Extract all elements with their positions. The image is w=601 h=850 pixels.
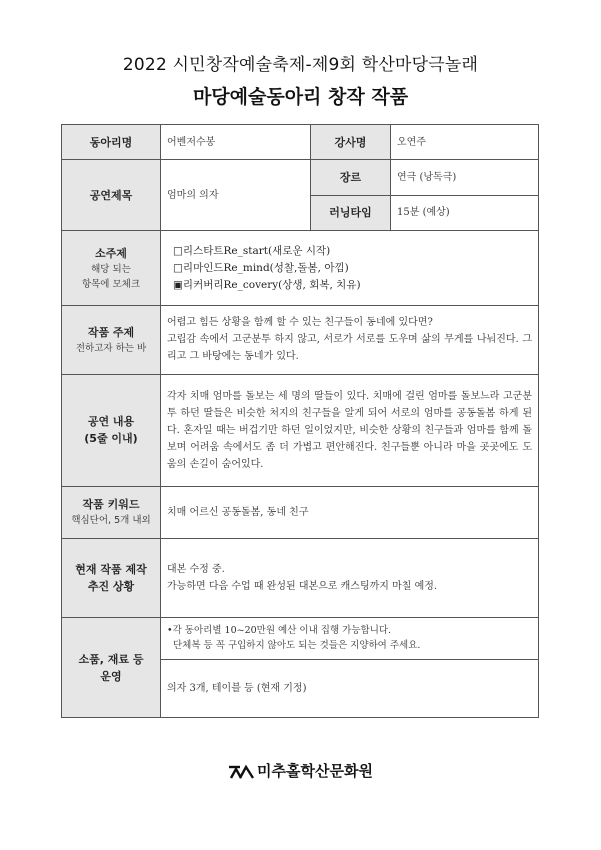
progress-line-1: 대본 수정 중. — [167, 564, 225, 576]
document-title: 마당예술동아리 창작 작품 — [192, 86, 409, 108]
props-note-1: •각 동아리별 10~20만원 예산 이내 집행 가능합니다. — [167, 625, 392, 637]
keywords-label-cell — [62, 486, 161, 538]
subtopic-options — [161, 231, 539, 306]
checkbox-unchecked-icon: □ — [173, 244, 183, 257]
content-label: 공연 내용 — [87, 415, 135, 429]
keywords-label: 작품 키워드 — [82, 498, 140, 512]
keywords-value: 치매 어르신 공동돌봄, 동네 친구 — [161, 486, 539, 538]
props-value: 의자 3개, 테이블 등 (현재 기정) — [161, 659, 539, 717]
genre-value: 연극 (낭독극) — [391, 160, 539, 195]
footer-organization — [0, 760, 601, 781]
progress-label-cell — [62, 538, 161, 617]
props-label-cell — [62, 618, 161, 718]
subtopic-sub2: 항목에 모체크 — [81, 278, 141, 290]
subtopic-option-recovery[interactable] — [173, 277, 532, 294]
club-name-label: 동아리명 — [62, 125, 161, 160]
keywords-sub: 핵심단어, 5개 내외 — [71, 515, 151, 527]
application-form-table — [61, 124, 539, 718]
theme-label-cell — [62, 305, 161, 374]
theme-value — [161, 305, 539, 374]
instructor-value: 오연주 — [391, 125, 539, 160]
subtopic-option-label: 리커버리Re_covery(상생, 회복, 치유) — [182, 278, 361, 291]
props-note — [161, 618, 539, 660]
performance-title-label: 공연제목 — [62, 160, 161, 231]
subtopic-sub1: 해당 되는 — [91, 263, 131, 275]
genre-label: 장르 — [311, 160, 391, 195]
club-name-value: 어벤저수봉 — [161, 125, 311, 160]
theme-label: 작품 주제 — [87, 325, 135, 339]
subtopic-option-label: 리스타트Re_start(새로운 시작) — [182, 244, 331, 257]
theme-sub: 전하고자 하는 바 — [75, 342, 147, 354]
instructor-label: 강사명 — [311, 125, 391, 160]
props-label-2: 운영 — [100, 669, 122, 683]
performance-title-value: 엄마의 의자 — [161, 160, 311, 231]
content-value: 각자 치매 엄마를 돌보는 세 명의 딸들이 있다. 치매에 걸린 엄마를 돌보느라 고군분투 하던 딸들은 비슷한 처지의 친구들을 알게 되어 서로의 엄마를 공동돌봄 하게 된다. 혼자일 때는 버겁기만 하던 일이었지만, 비슷한 상황의 친구들과 엄마를 함께 돌보며 어려움 속에서도 좀 더 가볍고 편안해진다. 친구들뿐 아니라 마을 곳곳에도 도움의 손길이 숨어있다. — [161, 374, 539, 486]
progress-label-1: 현재 작품 제작 — [75, 563, 147, 577]
subtopic-label: 소주제 — [95, 246, 127, 260]
runtime-label: 러닝타임 — [311, 195, 391, 230]
checkbox-unchecked-icon: □ — [173, 261, 183, 274]
micheuhol-logo-icon — [228, 763, 254, 779]
subtopic-option-restart[interactable] — [173, 243, 532, 260]
theme-line-2: 고립감 속에서 고군분투 하지 않고, 서로가 서로를 도우며 삶의 무게를 나눠진다. 그리고 그 바탕에는 동네가 있다. — [167, 334, 532, 363]
progress-label-2: 추진 상황 — [87, 580, 135, 594]
runtime-value: 15분 (예상) — [391, 195, 539, 230]
subtopic-option-label: 리마인드Re_mind(성찰,돌봄, 아낌) — [182, 261, 349, 274]
festival-title: 2022 시민창작예술축제-제9회 학산마당극놀래 — [122, 55, 479, 75]
organization-name: 미추홀학산문화원 — [257, 762, 373, 780]
props-label-1: 소품, 재료 등 — [78, 652, 144, 666]
subtopic-option-remind[interactable] — [173, 260, 532, 277]
subtopic-label-cell — [62, 231, 161, 306]
content-sub: (5줄 이내) — [84, 432, 138, 446]
progress-value — [161, 538, 539, 617]
props-note-2: 단체복 등 꼭 구입하지 않아도 되는 것들은 지양하여 주세요. — [173, 640, 421, 652]
checkbox-checked-icon: ▣ — [173, 278, 183, 291]
progress-line-2: 가능하면 다음 수업 때 완성된 대본으로 캐스팅까지 마칠 예정. — [167, 581, 438, 593]
theme-line-1: 어렵고 힘든 상황을 함께 할 수 있는 친구들이 동네에 있다면? — [167, 317, 433, 329]
content-label-cell — [62, 374, 161, 486]
